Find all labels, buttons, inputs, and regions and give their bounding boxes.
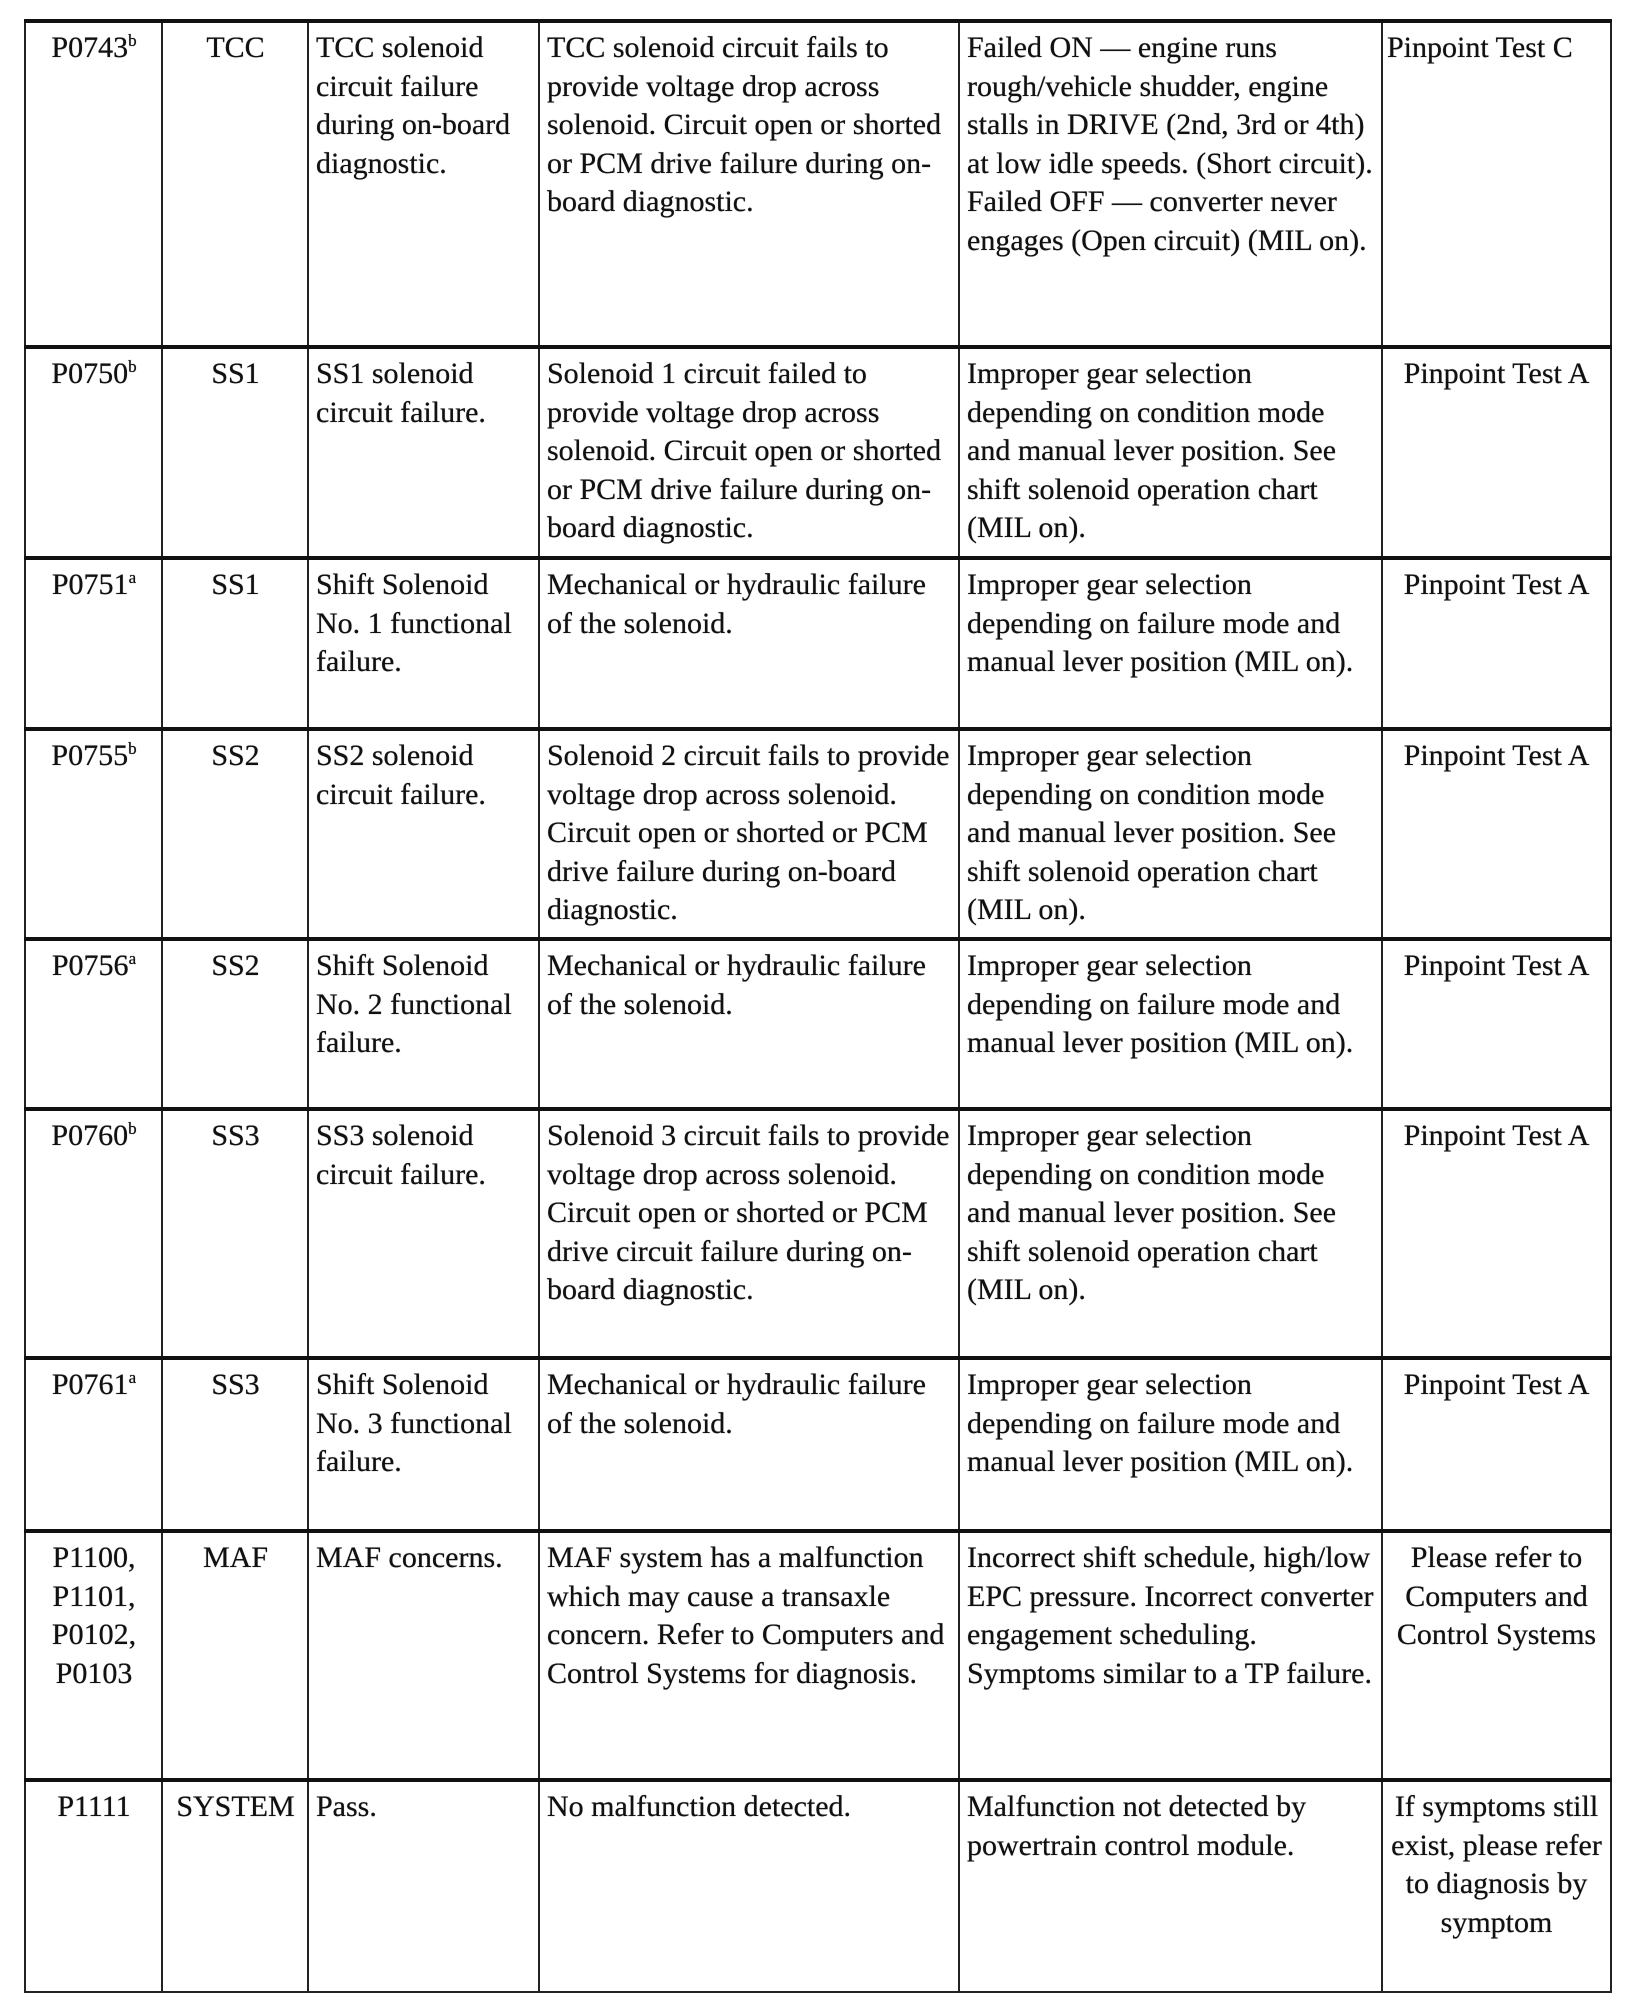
- description-cell: [539, 1109, 959, 1358]
- action-cell: [1382, 939, 1611, 1109]
- condition-text: SS2 solenoid circuit failure.: [316, 739, 486, 811]
- table-row: [25, 558, 1611, 729]
- symptom-text: Improper gear selection depending on failure mode and manual lever position (MIL on).: [967, 568, 1354, 678]
- description-text: Mechanical or hydraulic failure of the solenoid.: [547, 949, 926, 1021]
- table-row: [25, 939, 1611, 1109]
- condition-text: MAF concerns.: [316, 1541, 503, 1574]
- symptom-cell: [959, 729, 1382, 939]
- condition-text: SS3 solenoid circuit failure.: [316, 1119, 486, 1191]
- action-cell: [1382, 729, 1611, 939]
- system-name: SS3: [211, 1119, 260, 1152]
- system-name: SYSTEM: [176, 1790, 295, 1823]
- system-name: MAF: [202, 1541, 269, 1574]
- dtc-code: P0751: [51, 568, 129, 601]
- dtc-table: [24, 19, 1612, 1993]
- table-row: [25, 1109, 1611, 1358]
- condition-cell: [308, 347, 539, 558]
- system-cell: [162, 1531, 308, 1780]
- dtc-code: P0761: [51, 1368, 129, 1401]
- symptom-cell: [959, 1531, 1382, 1780]
- description-text: No malfunction detected.: [547, 1790, 852, 1823]
- dtc-code-cell: [25, 1531, 162, 1780]
- system-name: SS2: [211, 739, 260, 772]
- table-row: [25, 1780, 1611, 1992]
- action-text: Please refer to Computers and Control Systems: [1396, 1541, 1597, 1651]
- description-text: Solenoid 1 circuit failed to provide voltage drop across solenoid. Circuit open or shorted or PCM drive failure during on-board diagnostic.: [547, 357, 942, 544]
- system-cell: [162, 347, 308, 558]
- symptom-cell: [959, 1780, 1382, 1992]
- condition-text: Shift Solenoid No. 1 functional failure.: [316, 568, 512, 678]
- description-cell: [539, 729, 959, 939]
- symptom-text: Incorrect shift schedule, high/low EPC pressure. Incorrect converter engagement scheduling. Symptoms similar to a TP failure.: [967, 1541, 1374, 1690]
- symptom-cell: [959, 1109, 1382, 1358]
- description-text: Mechanical or hydraulic failure of the solenoid.: [547, 568, 926, 640]
- system-cell: [162, 1109, 308, 1358]
- symptom-cell: [959, 21, 1382, 347]
- system-name: SS3: [211, 1368, 260, 1401]
- dtc-code-cell: [25, 729, 162, 939]
- condition-cell: [308, 21, 539, 347]
- description-text: Solenoid 2 circuit fails to provide voltage drop across solenoid. Circuit open or shorted or PCM drive failure during on-board diagnostic.: [547, 739, 950, 926]
- condition-cell: [308, 1109, 539, 1358]
- action-text: Pinpoint Test A: [1403, 1368, 1590, 1401]
- symptom-text: Failed ON — engine runs rough/vehicle shudder, engine stalls in DRIVE (2nd, 3rd or 4th) at low idle speeds. (Short circuit).: [967, 31, 1373, 180]
- description-text: TCC solenoid circuit fails to provide voltage drop across solenoid. Circuit open or shorted or PCM drive failure during on-board diagnostic.: [547, 31, 942, 218]
- symptom-text: Improper gear selection depending on failure mode and manual lever position (MIL on).: [967, 949, 1354, 1059]
- dtc-code-cell: [25, 21, 162, 347]
- action-cell: [1382, 1780, 1611, 1992]
- symptom-text: Improper gear selection depending on failure mode and manual lever position (MIL on).: [967, 1368, 1354, 1478]
- table-row: [25, 347, 1611, 558]
- footnote-marker: b: [128, 31, 137, 50]
- action-cell: [1382, 1358, 1611, 1531]
- condition-text: SS1 solenoid circuit failure.: [316, 357, 486, 429]
- action-cell: [1382, 1531, 1611, 1780]
- condition-text: Shift Solenoid No. 2 functional failure.: [316, 949, 512, 1059]
- dtc-code: P0743: [51, 31, 129, 64]
- system-name: TCC: [206, 31, 265, 64]
- system-cell: [162, 729, 308, 939]
- dtc-code-cell: [25, 347, 162, 558]
- description-cell: [539, 1531, 959, 1780]
- description-cell: [539, 558, 959, 729]
- condition-cell: [308, 729, 539, 939]
- dtc-code: P0756: [51, 949, 129, 982]
- condition-text: Shift Solenoid No. 3 functional failure.: [316, 1368, 512, 1478]
- table-row: [25, 1531, 1611, 1780]
- system-cell: [162, 1780, 308, 1992]
- symptom-text: Failed OFF — converter never engages (Open circuit) (MIL on).: [967, 185, 1367, 257]
- footnote-marker: b: [128, 739, 137, 758]
- description-text: Solenoid 3 circuit fails to provide voltage drop across solenoid. Circuit open or shorted or PCM drive circuit failure during on-board diagnostic.: [547, 1119, 950, 1306]
- symptom-cell: [959, 939, 1382, 1109]
- action-text: Pinpoint Test A: [1403, 739, 1590, 772]
- condition-cell: [308, 558, 539, 729]
- dtc-code-cell: [25, 939, 162, 1109]
- symptom-text: Improper gear selection depending on condition mode and manual lever position. See shift solenoid operation chart (MIL on).: [967, 739, 1337, 926]
- condition-cell: [308, 1358, 539, 1531]
- dtc-code-cell: [25, 1358, 162, 1531]
- system-name: SS2: [211, 949, 260, 982]
- table-row: [25, 1358, 1611, 1531]
- condition-text: TCC solenoid circuit failure during on-board diagnostic.: [316, 31, 511, 180]
- description-text: MAF system has a malfunction which may cause a transaxle concern. Refer to Computers and Control Systems for diagnosis.: [547, 1541, 945, 1690]
- action-text: Pinpoint Test C: [1387, 31, 1573, 64]
- description-cell: [539, 347, 959, 558]
- symptom-text: Improper gear selection depending on condition mode and manual lever position. See shift solenoid operation chart (MIL on).: [967, 357, 1337, 544]
- symptom-cell: [959, 558, 1382, 729]
- footnote-marker: a: [128, 1368, 137, 1387]
- action-cell: [1382, 21, 1611, 347]
- system-cell: [162, 1358, 308, 1531]
- action-cell: [1382, 558, 1611, 729]
- action-text: Pinpoint Test A: [1403, 357, 1590, 390]
- description-cell: [539, 1358, 959, 1531]
- action-text: Pinpoint Test A: [1403, 568, 1590, 601]
- symptom-cell: [959, 1358, 1382, 1531]
- action-cell: [1382, 347, 1611, 558]
- table-row: [25, 21, 1611, 347]
- description-cell: [539, 939, 959, 1109]
- symptom-cell: [959, 347, 1382, 558]
- action-cell: [1382, 1109, 1611, 1358]
- description-cell: [539, 21, 959, 347]
- dtc-code: P0755: [51, 739, 129, 772]
- condition-cell: [308, 1780, 539, 1992]
- description-text: Mechanical or hydraulic failure of the solenoid.: [547, 1368, 926, 1440]
- dtc-code: P1100, P1101, P0102, P0103: [51, 1541, 137, 1690]
- action-text: If symptoms still exist, please refer to diagnosis by symptom: [1391, 1790, 1602, 1939]
- description-cell: [539, 1780, 959, 1992]
- condition-text: Pass.: [316, 1790, 377, 1823]
- dtc-code: P0750: [51, 357, 129, 390]
- symptom-text: Improper gear selection depending on condition mode and manual lever position. See shift solenoid operation chart (MIL on).: [967, 1119, 1337, 1306]
- action-text: Pinpoint Test A: [1403, 949, 1590, 982]
- footnote-marker: a: [128, 949, 137, 968]
- dtc-code-cell: [25, 558, 162, 729]
- system-name: SS1: [211, 357, 260, 390]
- footnote-marker: a: [128, 568, 137, 587]
- system-name: SS1: [211, 568, 260, 601]
- dtc-code-cell: [25, 1109, 162, 1358]
- table-row: [25, 729, 1611, 939]
- condition-cell: [308, 939, 539, 1109]
- system-cell: [162, 21, 308, 347]
- footnote-marker: b: [128, 1119, 137, 1138]
- condition-cell: [308, 1531, 539, 1780]
- action-text: Pinpoint Test A: [1403, 1119, 1590, 1152]
- dtc-code: P0760: [51, 1119, 129, 1152]
- dtc-code: P1111: [57, 1790, 131, 1823]
- footnote-marker: b: [128, 357, 137, 376]
- dtc-code-cell: [25, 1780, 162, 1992]
- system-cell: [162, 939, 308, 1109]
- symptom-text: Malfunction not detected by powertrain control module.: [967, 1790, 1307, 1862]
- system-cell: [162, 558, 308, 729]
